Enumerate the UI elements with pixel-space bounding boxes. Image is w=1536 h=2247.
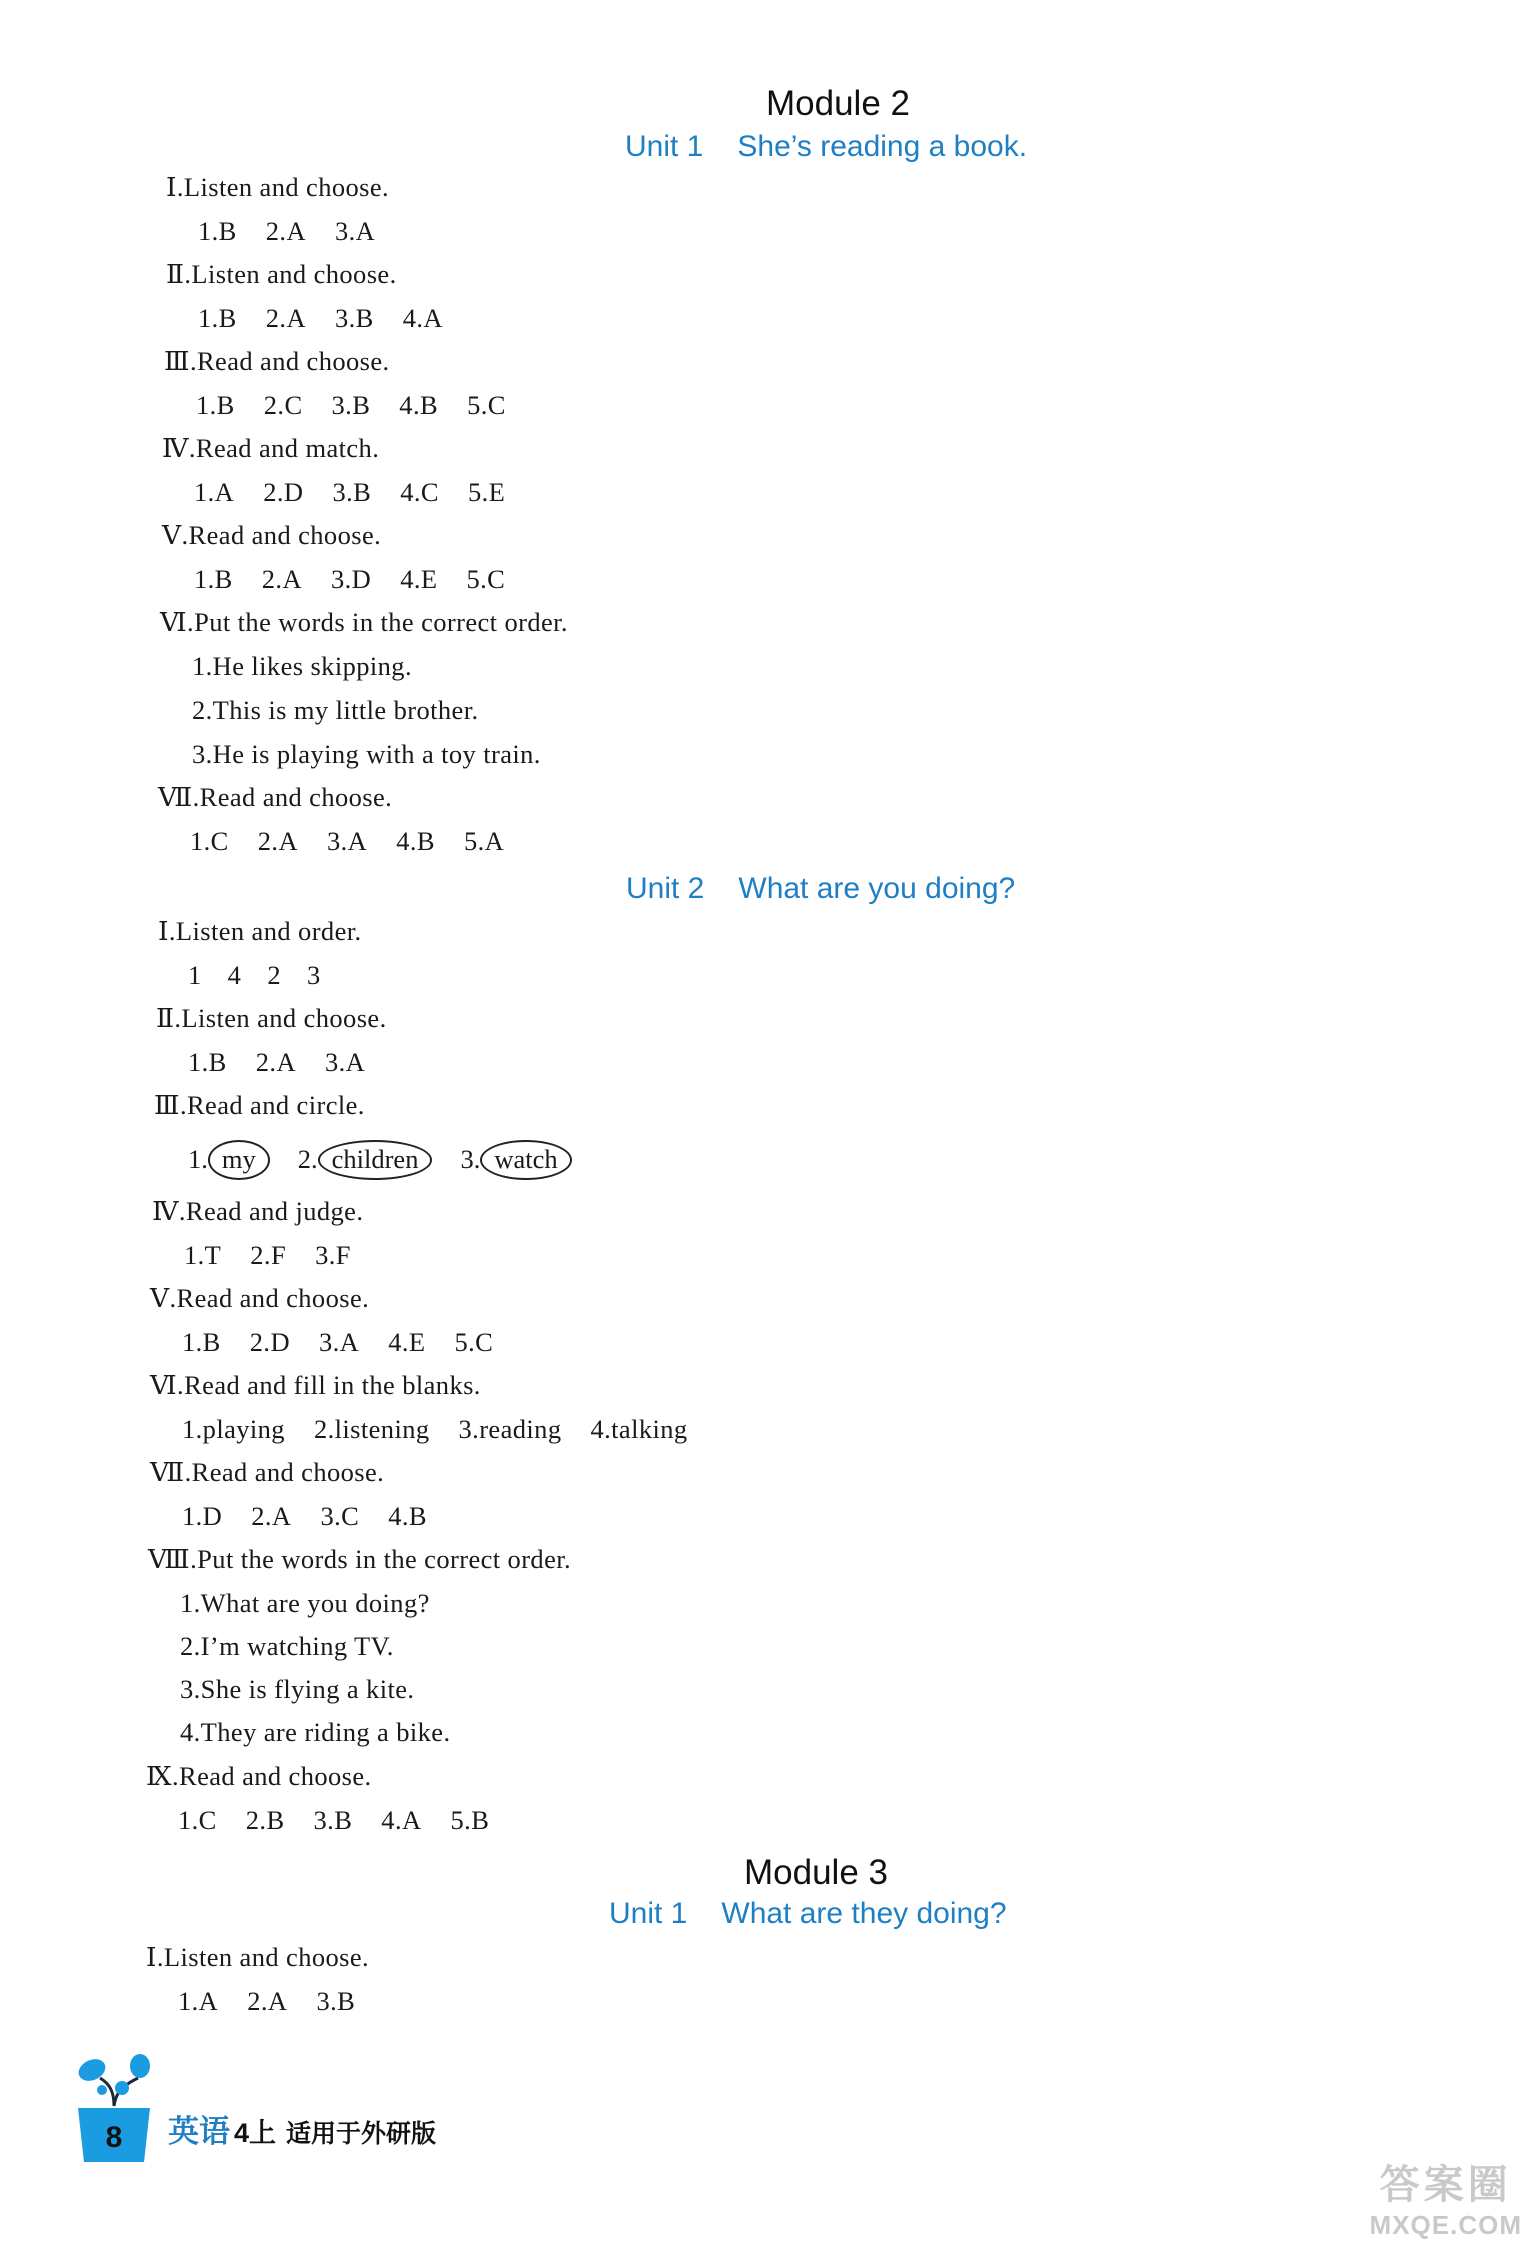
book-subject: 英语 bbox=[168, 2114, 230, 2149]
answer-item: 2.D bbox=[263, 477, 304, 507]
answer-item: 4.B bbox=[399, 390, 439, 420]
site-watermark bbox=[1370, 2153, 1522, 2241]
section-heading: Ⅴ.Read and choose. bbox=[162, 520, 382, 550]
answer-item: 1.A bbox=[178, 1986, 219, 2016]
answer-item: 2.A bbox=[251, 1501, 292, 1531]
answer-item: 3.A bbox=[324, 1047, 366, 1077]
answer-item: 3 bbox=[306, 960, 321, 990]
answer-item: 2.A bbox=[247, 1986, 288, 2016]
answer-item: 2.A bbox=[257, 826, 298, 856]
answer-item: 3.A bbox=[326, 826, 368, 856]
unit-name: What are you doing? bbox=[738, 872, 1016, 905]
answer-row bbox=[178, 1986, 384, 2017]
answer-item: 3.reading bbox=[458, 1414, 562, 1444]
unit-number: Unit 1 bbox=[609, 1897, 688, 1930]
watermark-en: MXQE.COM bbox=[1369, 2210, 1522, 2240]
answer-row bbox=[188, 960, 350, 991]
answer-item: 1.T bbox=[184, 1240, 222, 1270]
answer-item: 2.D bbox=[249, 1327, 290, 1357]
answer-item: 1.B bbox=[198, 216, 237, 246]
answer-item: 2.F bbox=[250, 1240, 287, 1270]
answer-item: 4.B bbox=[388, 1501, 427, 1531]
section-heading: Ⅷ.Put the words in the correct order. bbox=[148, 1544, 572, 1574]
answer-row bbox=[184, 1240, 380, 1271]
answer-item: 1.C bbox=[178, 1805, 217, 1835]
answer-item: 3.B bbox=[331, 390, 371, 420]
section-heading: Ⅱ.Listen and choose. bbox=[166, 259, 397, 289]
answer-item: 5.B bbox=[450, 1805, 490, 1835]
section-heading: Ⅵ.Put the words in the correct order. bbox=[160, 607, 568, 637]
answer-row bbox=[182, 1414, 717, 1445]
answer-item: 2.C bbox=[263, 390, 303, 420]
unit-name: She’s reading a book. bbox=[737, 130, 1028, 163]
answer-item: 3.B bbox=[334, 303, 374, 333]
answer-item: 4.C bbox=[400, 477, 439, 507]
answer-row bbox=[182, 1501, 456, 1532]
section-heading: Ⅶ.Read and choose. bbox=[150, 1457, 385, 1487]
answer-item: 2.B bbox=[245, 1805, 285, 1835]
section-heading: Ⅶ.Read and choose. bbox=[158, 782, 393, 812]
unit-name: What are they doing? bbox=[721, 1897, 1007, 1930]
answer-item: 1.playing bbox=[182, 1414, 285, 1444]
answer-item: 4.B bbox=[396, 826, 435, 856]
answer-row bbox=[190, 826, 533, 857]
section-heading: Ⅵ.Read and fill in the blanks. bbox=[150, 1370, 481, 1400]
answer-row bbox=[178, 1805, 518, 1836]
sentence-item: 1.He likes skipping. bbox=[192, 651, 412, 681]
answer-item: 2 bbox=[267, 960, 281, 990]
answer-item: 4 bbox=[227, 960, 242, 990]
answer-item: 1 bbox=[188, 960, 202, 990]
answer-item: 5.C bbox=[466, 564, 506, 594]
answer-item: 4.talking bbox=[590, 1414, 688, 1444]
answer-row bbox=[198, 303, 472, 334]
book-title bbox=[168, 2106, 436, 2151]
answer-item: 1.B bbox=[188, 1047, 227, 1077]
answer-item: 1.B bbox=[196, 390, 235, 420]
sentence-item: 2.This is my little brother. bbox=[192, 695, 479, 725]
answer-item: 3.A bbox=[334, 216, 376, 246]
answer-item: 3.C bbox=[320, 1501, 360, 1531]
section-heading: Ⅰ.Listen and choose. bbox=[166, 172, 390, 202]
answer-row bbox=[194, 564, 534, 595]
answer-item: 2.A bbox=[255, 1047, 296, 1077]
answer-item: 5.A bbox=[463, 826, 505, 856]
answer-row bbox=[194, 477, 534, 508]
section-heading: Ⅳ.Read and match. bbox=[162, 433, 380, 463]
unit-1-title bbox=[609, 1897, 1007, 1931]
answer-item: 1.D bbox=[182, 1501, 223, 1531]
sprout-logo-icon bbox=[74, 2044, 154, 2164]
section-heading: Ⅰ.Listen and order. bbox=[158, 916, 362, 946]
circled-word: children bbox=[318, 1140, 433, 1180]
module-2-title: Module 2 bbox=[766, 84, 910, 123]
section-heading: Ⅸ.Read and choose. bbox=[146, 1761, 372, 1791]
circled-word: my bbox=[208, 1140, 270, 1180]
answer-row bbox=[182, 1327, 522, 1358]
sentence-item: 3.She is flying a kite. bbox=[180, 1674, 415, 1704]
answer-item: 3.B bbox=[316, 1986, 356, 2016]
section-heading: Ⅳ.Read and judge. bbox=[152, 1196, 364, 1226]
answer-item: 4.E bbox=[400, 564, 438, 594]
unit-2-title bbox=[626, 872, 1015, 906]
answer-item: 1.A bbox=[194, 477, 235, 507]
answer-item: 3.B bbox=[332, 477, 372, 507]
answer-row bbox=[188, 1047, 394, 1078]
answer-item: 4.A bbox=[402, 303, 443, 333]
module-3-title: Module 3 bbox=[744, 1853, 888, 1892]
answer-item: 5.C bbox=[454, 1327, 494, 1357]
circle-answer-row bbox=[188, 1140, 600, 1180]
section-heading: Ⅲ.Read and circle. bbox=[154, 1090, 365, 1120]
answer-item: 5.E bbox=[467, 477, 506, 507]
answer-item: 4.A bbox=[381, 1805, 422, 1835]
sentence-item: 2.I’m watching TV. bbox=[180, 1631, 394, 1661]
answer-item: 4.E bbox=[388, 1327, 426, 1357]
answer-item: 5.C bbox=[467, 390, 506, 420]
sentence-item: 3.He is playing with a toy train. bbox=[192, 739, 541, 769]
unit-number: Unit 2 bbox=[626, 872, 705, 905]
answer-item: 2.A bbox=[261, 564, 302, 594]
answer-row bbox=[198, 216, 404, 247]
unit-number: Unit 1 bbox=[625, 130, 704, 163]
answer-item: 3.B bbox=[313, 1805, 353, 1835]
book-edition: 适用于外研版 bbox=[286, 2120, 437, 2148]
section-heading: Ⅰ.Listen and choose. bbox=[146, 1942, 370, 1972]
answer-item: 2.A bbox=[265, 303, 306, 333]
answer-item: 1.B bbox=[182, 1327, 221, 1357]
answer-item: 2.A bbox=[265, 216, 306, 246]
sentence-item: 4.They are riding a bike. bbox=[180, 1717, 451, 1747]
circled-word: watch bbox=[480, 1140, 571, 1180]
answer-item: 3.A bbox=[318, 1327, 360, 1357]
answer-item: 1.C bbox=[190, 826, 229, 856]
section-heading: Ⅴ.Read and choose. bbox=[150, 1283, 370, 1313]
unit-1-title bbox=[625, 130, 1027, 164]
answer-item: 3.F bbox=[315, 1240, 351, 1270]
sentence-item: 1.What are you doing? bbox=[180, 1588, 430, 1618]
book-grade: 4上 bbox=[234, 2118, 277, 2148]
answer-item: 3.D bbox=[330, 564, 372, 594]
section-heading: Ⅱ.Listen and choose. bbox=[156, 1003, 387, 1033]
circle-item-number: 2. bbox=[297, 1144, 318, 1174]
circle-item-number: 3. bbox=[460, 1144, 481, 1174]
answer-item: 2.listening bbox=[313, 1414, 430, 1444]
answer-row bbox=[196, 390, 535, 421]
answer-item: 1.B bbox=[194, 564, 233, 594]
answer-item: 1.B bbox=[198, 303, 237, 333]
circle-item-number: 1. bbox=[188, 1144, 208, 1174]
watermark-cn: 答案圈 bbox=[1379, 2163, 1512, 2207]
page-number: 8 bbox=[105, 2121, 123, 2154]
section-heading: Ⅲ.Read and choose. bbox=[164, 346, 390, 376]
